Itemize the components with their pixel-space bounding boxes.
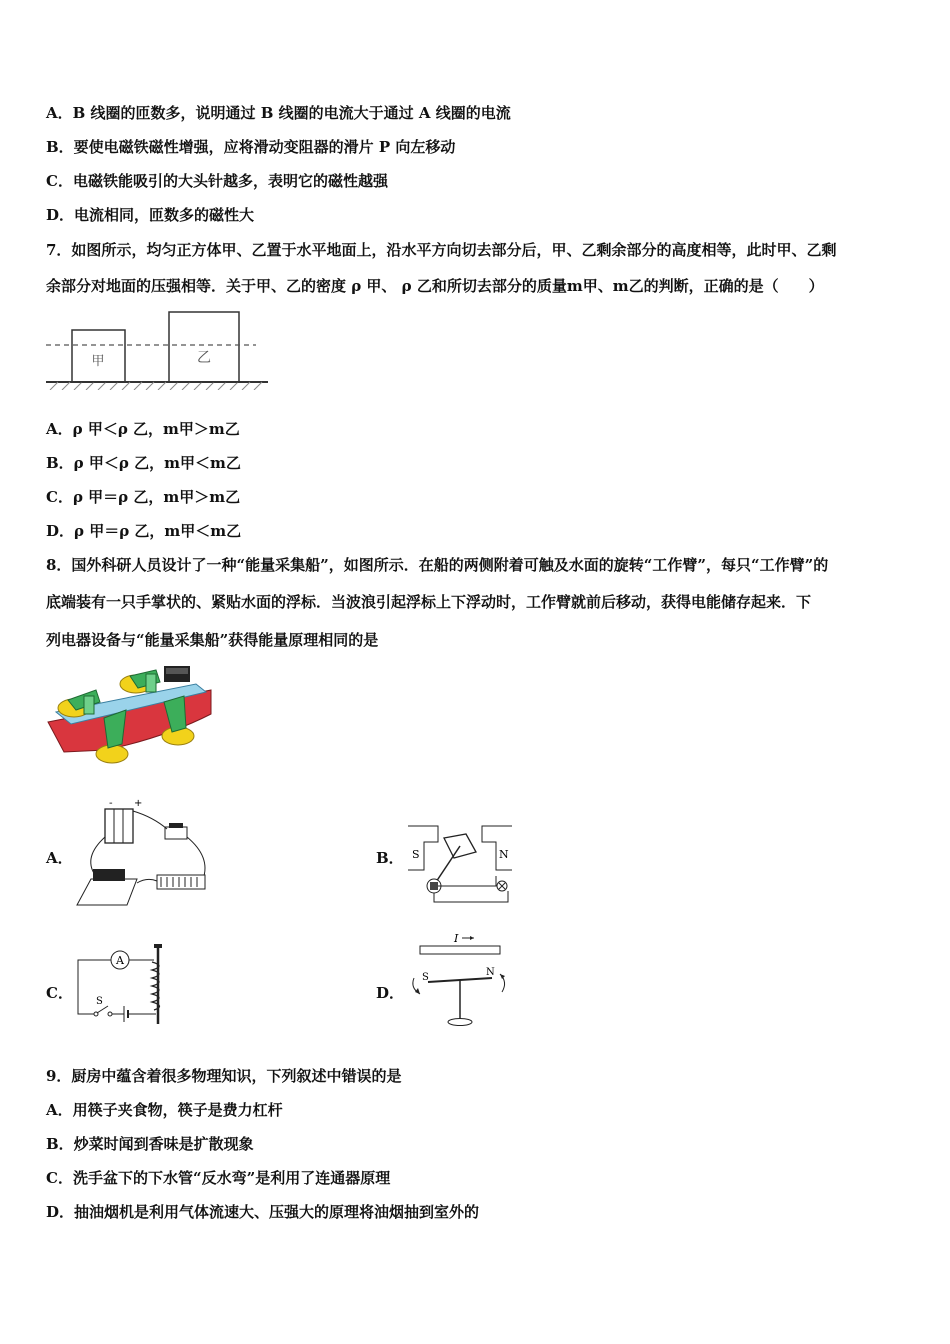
q8-option-a-figure: [73, 797, 213, 909]
q6-option-b: B．要使电磁铁磁性增强，应将滑动变阻器的滑片 P 向左移动: [46, 138, 456, 156]
q8-option-d-figure: [404, 930, 516, 1030]
q8-option-b-label: B．: [376, 849, 404, 867]
q7-stem-line1: 7．如图所示，均匀正方体甲、乙置于水平地面上，沿水平方向切去部分后，甲、乙剩余部分的高度相等，此时甲、乙剩: [46, 241, 837, 259]
switch-label: S: [96, 996, 103, 1007]
magnet-n-label: N: [499, 848, 509, 861]
energy-boat-figure: [46, 662, 226, 772]
q8-option-a-label: A．: [46, 849, 73, 867]
ammeter-label: A: [116, 954, 124, 967]
svg-text:-: -: [109, 798, 113, 809]
q8-stem-line1: 8．国外科研人员设计了一种“能量采集船”，如图所示．在船的两侧附着可触及水面的旋转“工作臂”，每只“工作臂”的: [46, 556, 829, 574]
q7-option-a: A．ρ 甲＜ρ 乙，m甲＞m乙: [46, 420, 240, 438]
q9-stem: 9．厨房中蕴含着很多物理知识，下列叙述中错误的是: [46, 1067, 402, 1085]
svg-text:+: +: [134, 798, 143, 809]
q8-option-c-label: C．: [46, 984, 73, 1002]
q6-option-a: A．B 线圈的匝数多，说明通过 B 线圈的电流大于通过 A 线圈的电流: [46, 104, 511, 122]
q7-stem-line2: 余部分对地面的压强相等．关于甲、乙的密度 ρ 甲、 ρ 乙和所切去部分的质量m甲、m乙的判断，正确的是（ ）: [46, 277, 824, 295]
current-label: I: [454, 932, 459, 945]
magnet-s-label: S: [412, 848, 420, 861]
q9-option-a: A．用筷子夹食物，筷子是费力杠杆: [46, 1101, 283, 1119]
q7-option-d: D．ρ 甲＝ρ 乙，m甲＜m乙: [46, 522, 242, 540]
q9-option-d: D．抽油烟机是利用气体流速大、压强大的原理将油烟抽到室外的: [46, 1203, 480, 1221]
q8-stem-line3: 列电器设备与“能量采集船”获得能量原理相同的是: [46, 631, 379, 649]
needle-n-label: N: [486, 967, 495, 978]
label-yi: 乙: [197, 350, 211, 366]
q8-option-b-figure: [404, 812, 516, 906]
q6-option-c: C．电磁铁能吸引的大头针越多，表明它的磁性越强: [46, 172, 388, 190]
q8-option-d-label: D．: [376, 984, 405, 1002]
q7-option-b: B．ρ 甲＜ρ 乙，m甲＜m乙: [46, 454, 241, 472]
label-jia: 甲: [91, 354, 105, 369]
q6-option-d: D．电流相同，匝数多的磁性大: [46, 206, 255, 224]
q8-option-c-figure: [74, 940, 174, 1028]
q8-stem-line2: 底端装有一只手掌状的、紧贴水面的浮标．当波浪引起浮标上下浮动时，工作臂就前后移动，获得电能储存起来．下: [46, 593, 812, 611]
needle-s-label: S: [422, 972, 429, 983]
q9-option-c: C．洗手盆下的下水管“反水弯”是利用了连通器原理: [46, 1169, 391, 1187]
q7-figure: [46, 310, 271, 390]
q9-option-b: B．炒菜时闻到香味是扩散现象: [46, 1135, 254, 1153]
cube-yi: [169, 312, 239, 382]
q7-option-c: C．ρ 甲＝ρ 乙，m甲＞m乙: [46, 488, 241, 506]
